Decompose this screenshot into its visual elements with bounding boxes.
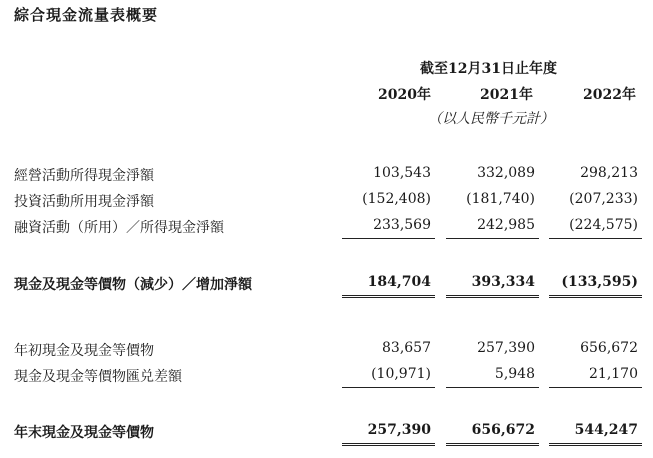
row-label-net-change: 現金及現金等價物（減少）／增加淨額	[14, 277, 252, 293]
total-double-rule	[446, 443, 539, 446]
cell-net-change-2020: 184,704	[367, 274, 431, 290]
cell-investing-2021: (181,740)	[466, 191, 535, 207]
cell-operating-2021: 332,089	[477, 165, 535, 181]
subtotal-rule	[446, 387, 539, 388]
row-label-ending: 年末現金及現金等價物	[14, 425, 154, 441]
year-header-2020: 2020年	[378, 87, 431, 103]
cell-beginning-2020: 83,657	[382, 340, 431, 356]
subtotal-rule	[446, 238, 539, 239]
cell-ending-2021: 656,672	[471, 422, 535, 438]
row-label-financing: 融資活動（所用）／所得現金淨額	[14, 220, 224, 236]
cell-ending-2022: 544,247	[574, 422, 638, 438]
year-header-2021: 2021年	[480, 87, 533, 103]
total-double-rule	[342, 295, 435, 298]
unit-note: （以人民幣千元計）	[428, 111, 554, 127]
subtotal-rule	[342, 238, 435, 239]
year-header-2022: 2022年	[583, 87, 636, 103]
page-title: 綜合現金流量表概要	[14, 6, 159, 24]
row-label-beginning: 年初現金及現金等價物	[14, 343, 154, 359]
cell-fx-difference-2022: 21,170	[589, 366, 638, 382]
cell-beginning-2021: 257,390	[477, 340, 535, 356]
subtotal-rule	[549, 238, 642, 239]
cell-ending-2020: 257,390	[367, 422, 431, 438]
subtotal-rule	[342, 387, 435, 388]
cell-net-change-2021: 393,334	[471, 274, 535, 290]
total-double-rule	[549, 295, 642, 298]
cell-financing-2022: (224,575)	[569, 217, 638, 233]
cell-operating-2020: 103,543	[373, 165, 431, 181]
cell-operating-2022: 298,213	[580, 165, 638, 181]
total-double-rule	[446, 295, 539, 298]
period-header: 截至12月31日止年度	[420, 61, 557, 77]
row-label-investing: 投資活動所用現金淨額	[14, 194, 154, 210]
subtotal-rule	[549, 387, 642, 388]
total-double-rule	[342, 443, 435, 446]
cell-net-change-2022: (133,595)	[561, 274, 638, 290]
cell-beginning-2022: 656,672	[580, 340, 638, 356]
row-label-operating: 經營活動所得現金淨額	[14, 168, 154, 184]
cell-investing-2022: (207,233)	[569, 191, 638, 207]
row-label-fx-difference: 現金及現金等價物匯兑差額	[14, 369, 182, 385]
cell-financing-2021: 242,985	[477, 217, 535, 233]
cell-investing-2020: (152,408)	[362, 191, 431, 207]
total-double-rule	[549, 443, 642, 446]
cell-financing-2020: 233,569	[373, 217, 431, 233]
cell-fx-difference-2021: 5,948	[494, 366, 535, 382]
cell-fx-difference-2020: (10,971)	[371, 366, 431, 382]
